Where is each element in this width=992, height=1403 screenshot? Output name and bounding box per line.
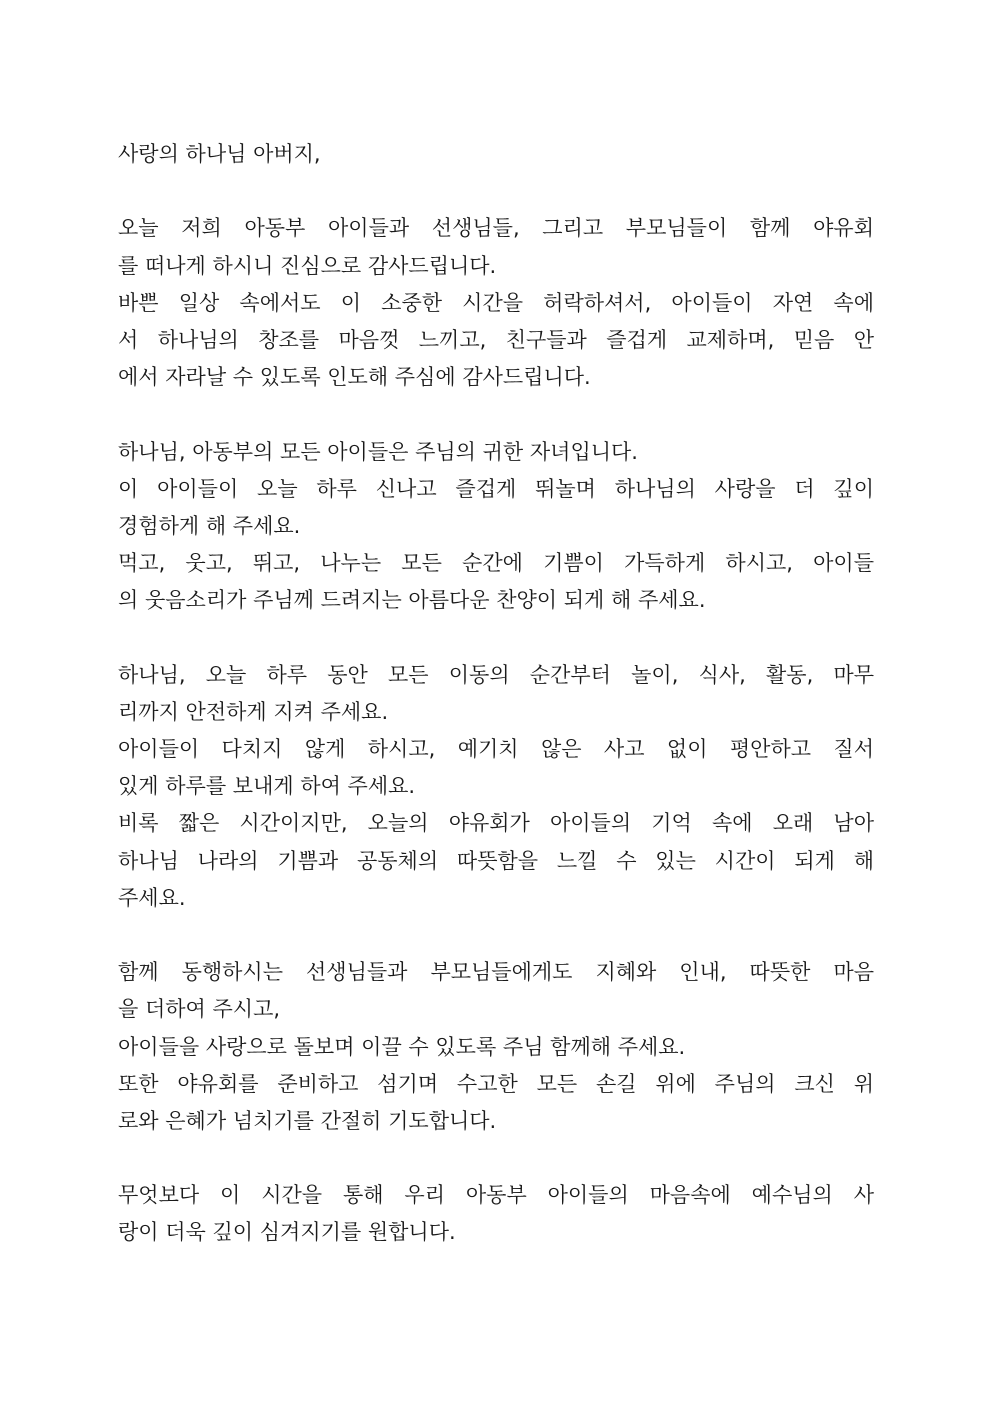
text-line: 아이들을 사랑으로 돌보며 이끌 수 있도록 주님 함께해 주세요.	[118, 1034, 686, 1059]
text-line: 리까지 안전하게 지켜 주세요.	[118, 699, 389, 724]
paragraph	[118, 434, 874, 620]
salutation-line: 사랑의 하나님 아버지,	[118, 142, 321, 166]
text-line: 비록 짧은 시간이지만, 오늘의 야유회가 아이들의 기억 속에 오래 남아	[118, 811, 874, 836]
text-line: 의 웃음소리가 주님께 드려지는 아름다운 찬양이 되게 해 주세요.	[118, 588, 706, 613]
paragraph-gap	[118, 619, 874, 656]
paragraph-gap	[118, 396, 874, 433]
text-line: 서 하나님의 창조를 마음껏 느끼고, 친구들과 즐겁게 교제하며, 믿음 안	[118, 327, 874, 352]
paragraph-gap	[118, 173, 874, 210]
text-line: 있게 하루를 보내게 하여 주세요.	[118, 774, 416, 799]
text-line: 을 더하여 주시고,	[118, 997, 281, 1022]
text-line: 오늘 저희 아동부 아이들과 선생님들, 그리고 부모님들이 함께 야유회	[118, 216, 874, 241]
paragraph-gap	[118, 1140, 874, 1177]
text-line: 아이들이 다치지 않게 하시고, 예기치 않은 사고 없이 평안하고 질서	[118, 737, 874, 761]
text-line: 를 떠나게 하시니 진심으로 감사드립니다.	[118, 253, 497, 278]
paragraph-gap	[118, 917, 874, 954]
paragraph	[118, 1177, 874, 1251]
text-line: 또한 야유회를 준비하고 섬기며 수고한 모든 손길 위에 주님의 크신 위	[118, 1071, 874, 1096]
text-line: 로와 은혜가 넘치기를 간절히 기도합니다.	[118, 1108, 497, 1133]
text-line: 하나님 나라의 기쁨과 공동체의 따뜻함을 느낄 수 있는 시간이 되게 해	[118, 848, 874, 873]
text-line: 경험하게 해 주세요.	[118, 513, 301, 538]
paragraph	[118, 210, 874, 396]
prayer-text-body	[118, 136, 874, 1252]
text-line: 하나님, 오늘 하루 동안 모든 이동의 순간부터 놀이, 식사, 활동, 마무	[118, 662, 874, 687]
text-line: 랑이 더욱 깊이 심겨지기를 원합니다.	[118, 1220, 456, 1245]
text-line: 먹고, 웃고, 뛰고, 나누는 모든 순간에 기쁨이 가득하게 하시고, 아이들	[118, 551, 874, 576]
text-line: 에서 자라날 수 있도록 인도해 주심에 감사드립니다.	[118, 365, 591, 390]
text-line: 무엇보다 이 시간을 통해 우리 아동부 아이들의 마음속에 예수님의 사	[118, 1183, 874, 1208]
text-line: 하나님, 아동부의 모든 아이들은 주님의 귀한 자녀입니다.	[118, 439, 638, 464]
paragraph-list	[118, 210, 874, 1251]
text-line: 이 아이들이 오늘 하루 신나고 즐겁게 뛰놀며 하나님의 사랑을 더 깊이	[118, 476, 874, 501]
text-line: 함께 동행하시는 선생님들과 부모님들에게도 지혜와 인내, 따뜻한 마음	[118, 960, 874, 985]
text-line: 바쁜 일상 속에서도 이 소중한 시간을 허락하셔서, 아이들이 자연 속에	[118, 290, 874, 315]
paragraph	[118, 657, 874, 917]
paragraph	[118, 954, 874, 1140]
text-line: 주세요.	[118, 885, 186, 910]
